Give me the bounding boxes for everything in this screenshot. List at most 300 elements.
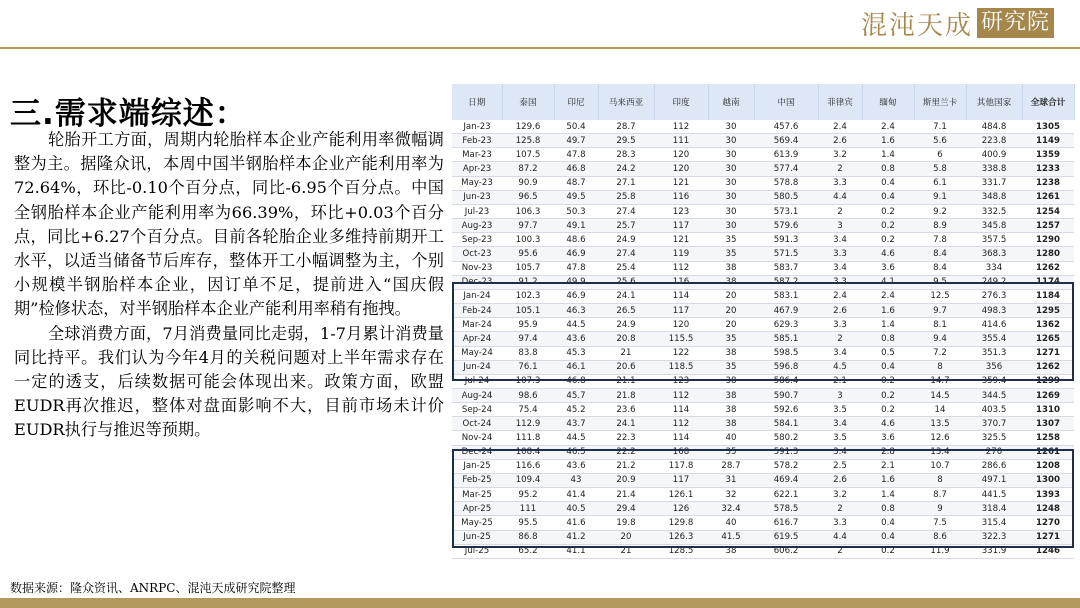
table-cell: 168 — [654, 445, 708, 459]
table-cell: Jan-24 — [452, 289, 502, 303]
table-cell: 96.5 — [502, 190, 554, 204]
table-cell: 334 — [966, 261, 1022, 275]
table-cell: 22.3 — [598, 431, 654, 445]
table-cell: 20.8 — [598, 332, 654, 346]
table-cell: 1265 — [1022, 332, 1074, 346]
table-cell: 105.1 — [502, 304, 554, 318]
table-cell: 616.7 — [754, 516, 818, 530]
table-cell: 43.6 — [554, 332, 598, 346]
table-cell: 112 — [654, 261, 708, 275]
table-cell: 8.7 — [914, 488, 966, 502]
table-cell: 1305 — [1022, 120, 1074, 134]
table-cell: 25.4 — [598, 261, 654, 275]
table-cell: 2.6 — [818, 473, 862, 487]
table-cell: 578.5 — [754, 502, 818, 516]
table-cell: 2.5 — [818, 459, 862, 473]
table-cell: 1362 — [1022, 318, 1074, 332]
table-cell: 0.2 — [862, 233, 914, 247]
table-cell: 41.2 — [554, 530, 598, 544]
table-row — [452, 530, 1074, 544]
table-cell: 2 — [818, 204, 862, 218]
table-cell: Apr-23 — [452, 162, 502, 176]
table-cell: 116.6 — [502, 459, 554, 473]
table-cell: 2 — [818, 162, 862, 176]
table-cell: 1.6 — [862, 473, 914, 487]
table-cell: 30 — [708, 204, 754, 218]
table-cell: Sep-23 — [452, 233, 502, 247]
table-cell: 344.5 — [966, 388, 1022, 402]
table-cell: 4.6 — [862, 417, 914, 431]
table-cell: 0.2 — [862, 374, 914, 388]
paragraph-global-consumption: 全球消费方面，7月消费量同比走弱，1-7月累计消费量同比持平。我们认为今年4月的关税问题对上半年需求存在一定的透支，后续数据可能会体现出来。政策方面，欧盟EUDR再次推迟，整体对盘面影响不大，目前市场未计价EUDR执行与推迟等预期。 — [14, 323, 444, 440]
table-cell: 5.6 — [914, 134, 966, 148]
table-cell: 112 — [654, 417, 708, 431]
table-cell: 43.7 — [554, 417, 598, 431]
table-cell: 619.5 — [754, 530, 818, 544]
table-cell: 3.3 — [818, 176, 862, 190]
table-cell: 1261 — [1022, 445, 1074, 459]
table-cell: 318.4 — [966, 502, 1022, 516]
table-cell: 0.8 — [862, 332, 914, 346]
table-cell: 1.6 — [862, 304, 914, 318]
table-cell: 49.7 — [554, 134, 598, 148]
table-row — [452, 233, 1074, 247]
table-cell: 9.2 — [914, 204, 966, 218]
column-header: 缅甸 — [862, 84, 914, 120]
table-cell: 126.1 — [654, 488, 708, 502]
table-cell: 27.4 — [598, 204, 654, 218]
table-cell: 1184 — [1022, 289, 1074, 303]
table-cell: 414.6 — [966, 318, 1022, 332]
table-cell: 1246 — [1022, 544, 1074, 558]
table-cell: 8.4 — [914, 247, 966, 261]
table-cell: 38 — [708, 374, 754, 388]
table-body — [452, 120, 1074, 558]
table-cell: 469.4 — [754, 473, 818, 487]
table-cell: 286.6 — [966, 459, 1022, 473]
table-cell: 3 — [818, 388, 862, 402]
table-cell: 3.4 — [818, 417, 862, 431]
table-cell: 577.4 — [754, 162, 818, 176]
table-cell: 4.1 — [862, 275, 914, 289]
table-cell: 128.5 — [654, 544, 708, 558]
table-cell: Mar-24 — [452, 318, 502, 332]
table-cell: 1300 — [1022, 473, 1074, 487]
table-cell: 1.4 — [862, 318, 914, 332]
table-cell: 40 — [708, 431, 754, 445]
column-header: 其他国家 — [966, 84, 1022, 120]
table-cell: 4.6 — [862, 247, 914, 261]
table-cell: Feb-23 — [452, 134, 502, 148]
table-cell: 95.6 — [502, 247, 554, 261]
table-cell: 111 — [502, 502, 554, 516]
table-row — [452, 403, 1074, 417]
table-cell: 332.5 — [966, 204, 1022, 218]
table-cell: 1299 — [1022, 374, 1074, 388]
footer-bar — [0, 598, 1080, 608]
table-cell: 583.1 — [754, 289, 818, 303]
table-cell: 3.5 — [818, 403, 862, 417]
table-cell: 1262 — [1022, 360, 1074, 374]
table-cell: 629.3 — [754, 318, 818, 332]
table-cell: 14.5 — [914, 388, 966, 402]
table-cell: 112 — [654, 120, 708, 134]
table-cell: 8 — [914, 360, 966, 374]
table-cell: 38 — [708, 275, 754, 289]
table-cell: 0.8 — [862, 162, 914, 176]
table-cell: 14.7 — [914, 374, 966, 388]
table-cell: 41.6 — [554, 516, 598, 530]
table-cell: 587.2 — [754, 275, 818, 289]
table-cell: 111.8 — [502, 431, 554, 445]
table-cell: 112.9 — [502, 417, 554, 431]
table-cell: 2.4 — [818, 289, 862, 303]
table-cell: 46.8 — [554, 374, 598, 388]
table-cell: 322.3 — [966, 530, 1022, 544]
table-cell: 22.2 — [598, 445, 654, 459]
table-cell: 596.8 — [754, 360, 818, 374]
table-cell: 4.4 — [818, 530, 862, 544]
table-cell: 41.4 — [554, 488, 598, 502]
table-cell: 95.9 — [502, 318, 554, 332]
table-row — [452, 488, 1074, 502]
table-cell: 28.7 — [708, 459, 754, 473]
table-cell: 359.4 — [966, 374, 1022, 388]
table-cell: 3.4 — [818, 233, 862, 247]
table-cell: 83.8 — [502, 346, 554, 360]
table-cell: 1310 — [1022, 403, 1074, 417]
table-cell: 484.8 — [966, 120, 1022, 134]
table-cell: 3 — [818, 219, 862, 233]
table-cell: 32.4 — [708, 502, 754, 516]
company-logo — [861, 6, 1054, 40]
table-cell: 30 — [708, 219, 754, 233]
table-cell: Nov-23 — [452, 261, 502, 275]
table-cell: Jul-23 — [452, 204, 502, 218]
table-cell: 325.5 — [966, 431, 1022, 445]
table-cell: 1208 — [1022, 459, 1074, 473]
table-cell: 0.2 — [862, 388, 914, 402]
table-cell: 1.6 — [862, 134, 914, 148]
table-cell: 111 — [654, 134, 708, 148]
table-cell: 5.8 — [914, 162, 966, 176]
table-row — [452, 332, 1074, 346]
table-cell: 121 — [654, 233, 708, 247]
table-cell: 1359 — [1022, 148, 1074, 162]
table-cell: 586.4 — [754, 374, 818, 388]
table-cell: 95.5 — [502, 516, 554, 530]
table-cell: 223.8 — [966, 134, 1022, 148]
table-cell: 441.5 — [966, 488, 1022, 502]
table-cell: May-25 — [452, 516, 502, 530]
table-cell: 50.3 — [554, 204, 598, 218]
table-cell: 457.6 — [754, 120, 818, 134]
table-cell: 48.6 — [554, 233, 598, 247]
table-cell: 114 — [654, 289, 708, 303]
table-cell: 86.8 — [502, 530, 554, 544]
table-row — [452, 247, 1074, 261]
table-cell: 1261 — [1022, 190, 1074, 204]
table-cell: 40 — [708, 516, 754, 530]
table-cell: 45.3 — [554, 346, 598, 360]
table-cell: 119 — [654, 247, 708, 261]
table-cell: 30 — [708, 148, 754, 162]
table-cell: Aug-24 — [452, 388, 502, 402]
table-cell: 276.3 — [966, 289, 1022, 303]
table-cell: 2.4 — [862, 120, 914, 134]
table-cell: 1149 — [1022, 134, 1074, 148]
table-cell: 108.4 — [502, 445, 554, 459]
table-cell: 338.8 — [966, 162, 1022, 176]
table-cell: 126 — [654, 502, 708, 516]
table-cell: 45.7 — [554, 388, 598, 402]
table-cell: 30 — [708, 190, 754, 204]
table-cell: 585.1 — [754, 332, 818, 346]
table-cell: 117 — [654, 473, 708, 487]
table-cell: 583.7 — [754, 261, 818, 275]
table-cell: 606.2 — [754, 544, 818, 558]
table-cell: Oct-23 — [452, 247, 502, 261]
table-cell: 2.6 — [818, 304, 862, 318]
table-row — [452, 445, 1074, 459]
table-cell: Mar-25 — [452, 488, 502, 502]
table-cell: 0.2 — [862, 204, 914, 218]
table-cell: 46.8 — [554, 162, 598, 176]
table-row — [452, 204, 1074, 218]
table-cell: 35 — [708, 247, 754, 261]
table-cell: 24.1 — [598, 417, 654, 431]
table-cell: 3.3 — [818, 516, 862, 530]
table-cell: 1174 — [1022, 275, 1074, 289]
table-row — [452, 431, 1074, 445]
table-cell: 1270 — [1022, 516, 1074, 530]
table-cell: 598.5 — [754, 346, 818, 360]
table-cell: 1262 — [1022, 261, 1074, 275]
table-cell: 50.4 — [554, 120, 598, 134]
table-cell: 2.8 — [862, 445, 914, 459]
table-cell: Jul-25 — [452, 544, 502, 558]
table-cell: 46.5 — [554, 445, 598, 459]
table-cell: Apr-24 — [452, 332, 502, 346]
table-cell: 30 — [708, 176, 754, 190]
table-cell: 20 — [708, 318, 754, 332]
table-cell: 591.3 — [754, 233, 818, 247]
table-cell: 38 — [708, 388, 754, 402]
column-header: 日期 — [452, 84, 502, 120]
table-cell: Sep-24 — [452, 403, 502, 417]
table-cell: 0.2 — [862, 219, 914, 233]
table-cell: 315.4 — [966, 516, 1022, 530]
table-cell: 114 — [654, 431, 708, 445]
table-cell: 107.5 — [502, 148, 554, 162]
table-cell: 1271 — [1022, 346, 1074, 360]
paragraph-tire-operating: 轮胎开工方面，周期内轮胎样本企业产能利用率微幅调整为主。据隆众讯，本周中国半钢胎样本企业产能利用率为72.64%，环比-0.10个百分点，同比-6.95个百分点。中国全钢胎样本企业产能利用率为66.39%，环比+0.03个百分点，同比+6.27个百分点。目前各轮胎企业多维持前期开工水平，以适当储备节后库存，整体开工小幅调整为主，个别小规模半钢胎样本企业，因订单不足，提前进入“国庆假期”检修状态，对半钢胎样本企业产能利用率稍有拖拽。 — [14, 130, 444, 319]
table-cell: 38 — [708, 544, 754, 558]
table-cell: 8.1 — [914, 318, 966, 332]
table-cell: 3.4 — [818, 445, 862, 459]
table-cell: 65.2 — [502, 544, 554, 558]
table-cell: 580.2 — [754, 431, 818, 445]
table-row — [452, 502, 1074, 516]
table-row — [452, 261, 1074, 275]
table-cell: 7.5 — [914, 516, 966, 530]
table-cell: 20.6 — [598, 360, 654, 374]
table-row — [452, 374, 1074, 388]
table-cell: 6.1 — [914, 176, 966, 190]
logo-box-text: 研究院 — [977, 8, 1054, 38]
table-cell: 38 — [708, 346, 754, 360]
consumption-table-container — [452, 84, 1074, 557]
table-cell: 0.2 — [862, 403, 914, 417]
table-cell: 331.9 — [966, 544, 1022, 558]
table-cell: 46.3 — [554, 304, 598, 318]
body-text — [14, 128, 444, 443]
table-cell: 43.6 — [554, 459, 598, 473]
table-cell: 25.7 — [598, 219, 654, 233]
table-cell: 19.8 — [598, 516, 654, 530]
table-cell: 21.2 — [598, 459, 654, 473]
table-cell: 249.2 — [966, 275, 1022, 289]
table-cell: 21.1 — [598, 374, 654, 388]
table-cell: 29.5 — [598, 134, 654, 148]
table-cell: 121 — [654, 176, 708, 190]
table-cell: 3.6 — [862, 261, 914, 275]
column-header: 泰国 — [502, 84, 554, 120]
table-cell: 25.6 — [598, 275, 654, 289]
table-cell: Jan-25 — [452, 459, 502, 473]
table-cell: 3.4 — [818, 346, 862, 360]
table-cell: 21 — [598, 346, 654, 360]
table-cell: Jun-25 — [452, 530, 502, 544]
table-cell: 95.2 — [502, 488, 554, 502]
table-cell: 12.5 — [914, 289, 966, 303]
table-cell: 46.9 — [554, 247, 598, 261]
table-row — [452, 219, 1074, 233]
table-cell: Mar-23 — [452, 148, 502, 162]
table-cell: 40.5 — [554, 502, 598, 516]
column-header: 斯里兰卡 — [914, 84, 966, 120]
table-cell: Jun-23 — [452, 190, 502, 204]
logo-text: 混沌天成 — [860, 10, 973, 41]
table-cell: 4.4 — [818, 190, 862, 204]
table-cell: 21.8 — [598, 388, 654, 402]
table-cell: 9 — [914, 502, 966, 516]
table-cell: 578.8 — [754, 176, 818, 190]
table-cell: 356 — [966, 360, 1022, 374]
table-cell: 123 — [654, 374, 708, 388]
table-cell: 0.4 — [862, 530, 914, 544]
table-cell: 11.9 — [914, 544, 966, 558]
table-cell: 20 — [708, 289, 754, 303]
table-cell: 2 — [818, 502, 862, 516]
table-cell: 9.7 — [914, 304, 966, 318]
table-cell: 4.5 — [818, 360, 862, 374]
table-cell: 24.2 — [598, 162, 654, 176]
table-cell: 117 — [654, 304, 708, 318]
table-cell: 112 — [654, 388, 708, 402]
table-cell: 20 — [598, 530, 654, 544]
table-cell: 107.3 — [502, 374, 554, 388]
table-cell: 97.4 — [502, 332, 554, 346]
table-cell: 571.5 — [754, 247, 818, 261]
table-cell: 26.5 — [598, 304, 654, 318]
table-row — [452, 417, 1074, 431]
table-cell: 1307 — [1022, 417, 1074, 431]
column-header: 印度 — [654, 84, 708, 120]
table-cell: 116 — [654, 275, 708, 289]
table-cell: 20 — [708, 304, 754, 318]
table-cell: 97.7 — [502, 219, 554, 233]
table-cell: 345.8 — [966, 219, 1022, 233]
table-row — [452, 134, 1074, 148]
table-cell: 23.6 — [598, 403, 654, 417]
table-cell: 28.3 — [598, 148, 654, 162]
table-cell: 1.4 — [862, 148, 914, 162]
table-cell: 120 — [654, 162, 708, 176]
table-cell: 580.5 — [754, 190, 818, 204]
table-cell: 24.9 — [598, 233, 654, 247]
table-cell: 569.4 — [754, 134, 818, 148]
table-cell: Dec-23 — [452, 275, 502, 289]
table-cell: 35 — [708, 360, 754, 374]
table-cell: 76.1 — [502, 360, 554, 374]
table-cell: 27.4 — [598, 247, 654, 261]
table-row — [452, 304, 1074, 318]
table-cell: 348.8 — [966, 190, 1022, 204]
table-cell: 41.1 — [554, 544, 598, 558]
table-cell: 1258 — [1022, 431, 1074, 445]
table-cell: 98.6 — [502, 388, 554, 402]
table-cell: 24.1 — [598, 289, 654, 303]
column-header: 越南 — [708, 84, 754, 120]
table-cell: 91.2 — [502, 275, 554, 289]
table-cell: 2.4 — [862, 289, 914, 303]
table-row — [452, 360, 1074, 374]
table-cell: 123 — [654, 204, 708, 218]
table-row — [452, 473, 1074, 487]
table-row — [452, 148, 1074, 162]
table-cell: 49.9 — [554, 275, 598, 289]
table-cell: 1.4 — [862, 488, 914, 502]
table-cell: Aug-23 — [452, 219, 502, 233]
table-cell: 270 — [966, 445, 1022, 459]
table-cell: 3.3 — [818, 318, 862, 332]
table-cell: 29.4 — [598, 502, 654, 516]
table-cell: 1238 — [1022, 176, 1074, 190]
table-cell: 35 — [708, 445, 754, 459]
table-cell: 0.4 — [862, 360, 914, 374]
table-cell: 116 — [654, 190, 708, 204]
table-cell: 3.3 — [818, 275, 862, 289]
table-cell: 75.4 — [502, 403, 554, 417]
table-cell: 10.7 — [914, 459, 966, 473]
table-cell: 100.3 — [502, 233, 554, 247]
table-cell: 1233 — [1022, 162, 1074, 176]
table-cell: Apr-25 — [452, 502, 502, 516]
column-header: 印尼 — [554, 84, 598, 120]
header-bar — [0, 0, 1080, 48]
column-header: 菲律宾 — [818, 84, 862, 120]
table-cell: 46.1 — [554, 360, 598, 374]
table-cell: 584.1 — [754, 417, 818, 431]
table-row — [452, 544, 1074, 558]
table-cell: 0.4 — [862, 190, 914, 204]
table-cell: 9.5 — [914, 275, 966, 289]
section-title: 三.需求端综述： — [10, 96, 247, 132]
table-row — [452, 459, 1074, 473]
table-cell: 24.9 — [598, 318, 654, 332]
table-cell: 3.3 — [818, 247, 862, 261]
